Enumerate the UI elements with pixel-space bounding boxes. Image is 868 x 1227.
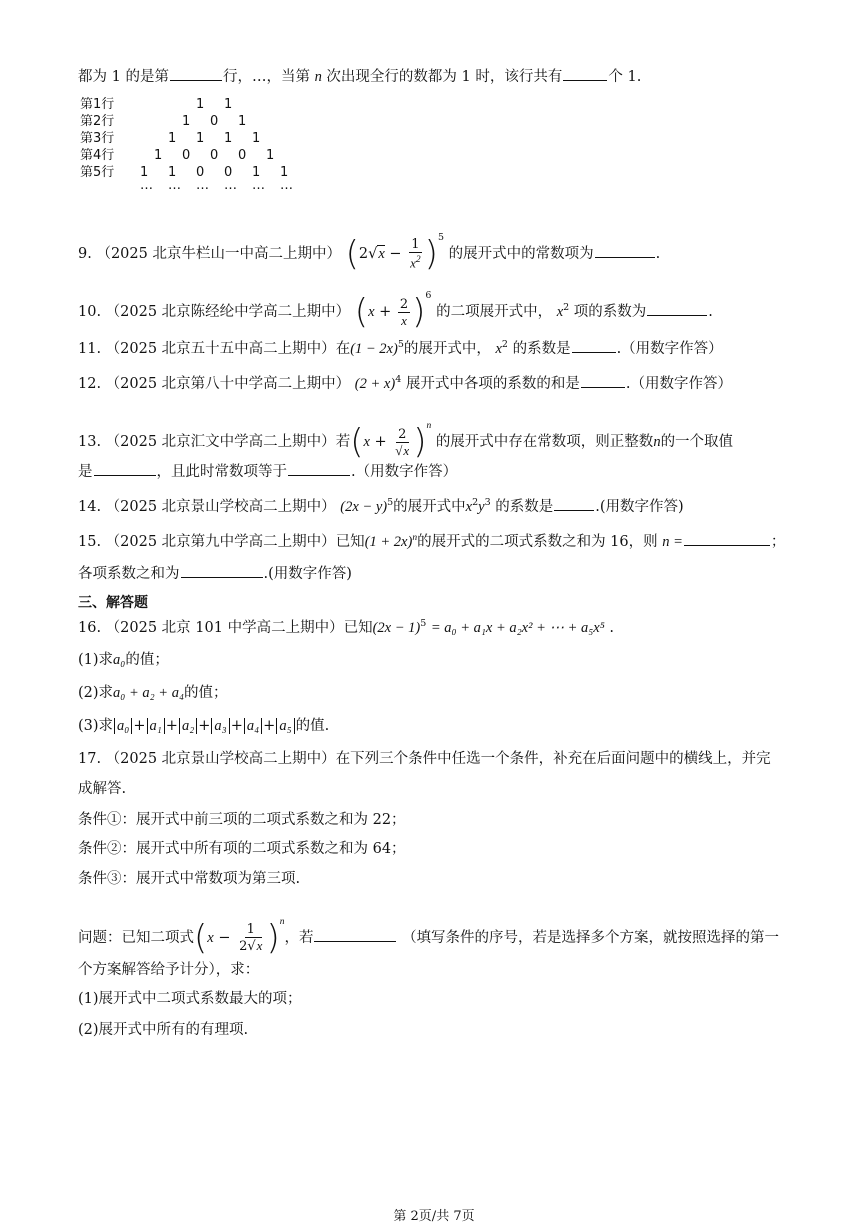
triangle-row-label: 第2行: [80, 114, 115, 129]
number-triangle: [80, 97, 300, 197]
question-source: （2025 北京牛栏山一中高二上期中）: [96, 246, 341, 262]
left-paren: (: [354, 292, 369, 332]
question-source: （2025 北京第九中学高二上期中）: [105, 533, 336, 550]
answer-blank[interactable]: [572, 338, 616, 353]
triangle-row-label: 第3行: [80, 131, 115, 146]
expression: (1 + 2x): [364, 533, 413, 550]
exponent: 5: [387, 497, 394, 508]
question-13-line2: [78, 461, 457, 482]
triangle-value: 1: [168, 165, 177, 180]
question-number: 15.: [78, 533, 102, 550]
triangle-value: 1: [252, 131, 261, 146]
left-paren: (: [345, 234, 359, 274]
numerator: 2: [399, 296, 409, 312]
question-16-part2: [78, 683, 228, 703]
question-9: 9. （2025 北京牛栏山一中高二上期中） (2√x − $\frac{1}{x^2}$ )$^5$ 的展开式中的常数项为 .: [78, 232, 661, 274]
question-text: 若: [335, 434, 351, 450]
triangle-row-label: 第4行: [80, 148, 115, 163]
plus-sign: +: [263, 718, 276, 734]
question-source: （2025 北京 101 中学高二上期中）: [105, 619, 344, 636]
question-text: 的值.: [295, 718, 330, 734]
question-source: （2025 北京景山学校高二上期中）: [105, 751, 336, 767]
section-heading: 三、解答题: [78, 595, 148, 611]
fraction: [398, 297, 410, 328]
question-17-sub2: (2)展开式中所有的有理项.: [78, 1022, 249, 1038]
triangle-value: 1: [168, 131, 177, 146]
question-12: [78, 370, 732, 394]
intro-text-2: 行，…，当第: [222, 69, 310, 85]
right-paren: ): [266, 918, 280, 958]
expression: (2 + x): [354, 375, 396, 392]
absolute-value-term: a₄: [244, 718, 262, 734]
variable-x: x: [556, 304, 564, 320]
coefficient: 2: [358, 246, 369, 262]
question-text: 的值；: [184, 685, 228, 701]
triangle-value: 0: [224, 165, 233, 180]
question-number: 12.: [78, 375, 102, 392]
page-footer: 第 2页/共 7页: [393, 1209, 475, 1224]
question-text: 的展开式中，: [403, 340, 491, 357]
abs-sum: [113, 718, 296, 734]
triangle-ellipsis: …: [168, 178, 181, 193]
question-text: 项的系数为: [573, 304, 647, 320]
denominator: $x^2$: [410, 255, 421, 271]
exponent: 5: [420, 618, 427, 629]
expression: (2x − y): [340, 498, 388, 515]
question-number: 13.: [78, 434, 102, 450]
variable-x: x: [363, 434, 370, 450]
sqrt-sign: √: [368, 246, 378, 262]
question-number: 17.: [78, 751, 102, 767]
question-number: 14.: [78, 498, 102, 515]
question-11: [78, 335, 723, 359]
numerator: 1: [411, 237, 420, 253]
plus-sign: +: [165, 718, 178, 734]
exponent: 4: [395, 374, 402, 385]
triangle-value: 1: [140, 165, 149, 180]
question-text: 已知: [343, 619, 373, 636]
question-text: 已知: [335, 533, 365, 550]
question-17-line4: 个方案解答给予计分），求：: [78, 962, 260, 978]
part-label: (3)求: [78, 718, 114, 734]
answer-blank[interactable]: [288, 461, 350, 476]
question-text: 的值；: [125, 652, 169, 668]
condition-3: 条件③：展开式中常数项为第三项.: [78, 871, 301, 887]
variable-x: x: [256, 938, 263, 953]
answer-blank[interactable]: [314, 927, 396, 942]
answer-blank[interactable]: [181, 563, 263, 578]
condition-1: 条件①：展开式中前三项的二项式系数之和为 22；: [78, 812, 406, 828]
question-source: （2025 北京景山学校高二上期中）: [105, 498, 336, 515]
answer-blank[interactable]: [94, 461, 156, 476]
triangle-ellipsis: …: [252, 178, 265, 193]
variable-x: x: [495, 340, 502, 357]
question-text: 的系数是: [495, 498, 554, 515]
question-text: （填写条件的序号，若是选择多个方案，就按照选择的第一: [402, 930, 780, 946]
triangle-ellipsis: …: [224, 178, 237, 193]
numerator: 2: [398, 426, 407, 442]
absolute-value-term: a₁: [147, 718, 165, 734]
left-paren: (: [194, 918, 208, 958]
question-note: .(用数字作答): [263, 566, 352, 582]
variable-x: x: [207, 930, 214, 946]
right-paren: ): [412, 292, 426, 332]
variable-x: x: [368, 304, 375, 320]
exponent: n: [412, 533, 418, 543]
plus-sign: +: [133, 718, 146, 734]
question-text: 的系数是: [512, 340, 571, 357]
answer-blank[interactable]: [170, 66, 222, 81]
question-number: 16.: [78, 619, 102, 636]
question-16-part3: [78, 716, 329, 736]
triangle-value: 1: [182, 114, 191, 129]
denominator: 2√x: [239, 938, 263, 954]
question-number: 9.: [78, 246, 92, 262]
triangle-value: 0: [238, 148, 247, 163]
denominator: x: [401, 312, 407, 328]
triangle-value: 1: [238, 114, 247, 129]
absolute-value-term: a₃: [211, 718, 229, 734]
question-text: 的展开式的二项式系数之和为 16，则: [417, 533, 658, 550]
plus-sign: +: [198, 718, 211, 734]
coefficient: 2: [239, 939, 248, 954]
numerator: 1: [246, 922, 255, 937]
triangle-row-label: 第5行: [80, 165, 115, 180]
question-number: 10.: [78, 304, 102, 320]
question-note: .（用数字作答）: [616, 340, 723, 357]
question-text: 在: [335, 340, 351, 357]
absolute-value-term: a₂: [179, 718, 197, 734]
minus-sign: −: [389, 246, 402, 262]
triangle-ellipsis: …: [196, 178, 209, 193]
exponent: 6: [425, 290, 432, 301]
triangle-row-label: 第1行: [80, 97, 115, 112]
fraction: [393, 427, 411, 458]
question-text: 的展开式中: [393, 498, 466, 515]
question-text: 的一个取值: [660, 434, 734, 450]
triangle-value: 1: [280, 165, 289, 180]
expression: (2x − 1): [372, 619, 421, 636]
question-note: .（用数字作答）: [351, 464, 458, 480]
question-17-sub1: (1)展开式中二项式系数最大的项；: [78, 991, 302, 1007]
exponent: 2: [501, 339, 508, 350]
question-text: ，若: [284, 930, 314, 946]
variable-x: x: [378, 246, 385, 262]
punctuation: ；: [770, 533, 786, 550]
question-text: 的展开式中的常数项为: [448, 246, 594, 262]
expression: a₀ + a₂ + a₄: [113, 685, 184, 701]
triangle-value: 1: [252, 165, 261, 180]
variable-x: x: [465, 498, 473, 515]
part-label: (2)求: [78, 685, 114, 701]
intro-text-4: 个 1.: [608, 69, 642, 85]
question-source: （2025 北京第八十中学高二上期中）: [105, 375, 351, 392]
triangle-value: 0: [182, 148, 191, 163]
question-13: [78, 416, 734, 462]
question-text: 的二项展开式中，: [436, 304, 553, 320]
intro-text-3: 次出现全行的数都为 1 时，该行共有: [326, 69, 563, 85]
denominator: √x: [395, 442, 410, 458]
triangle-value: 1: [196, 131, 205, 146]
question-17-problem: [78, 912, 780, 958]
question-17-line2: 成解答.: [78, 781, 127, 797]
question-source: （2025 北京陈经纶中学高二上期中）: [105, 304, 351, 320]
answer-blank[interactable]: [647, 301, 707, 316]
triangle-ellipsis: …: [280, 178, 293, 193]
triangle-value: 0: [210, 148, 219, 163]
exponent: 2: [415, 255, 421, 266]
question-10: 10. （2025 北京陈经纶中学高二上期中） (x + $\frac{2}{x}$ )$^6$ 的二项展开式中， $x^2$ 项的系数为 .: [78, 290, 713, 332]
expression: a₀: [113, 652, 126, 668]
question-text: ，且此时常数项等于: [156, 464, 287, 480]
question-16: 16. （2025 北京 101 中学高二上期中）已知$(2x - 1)^5 = a_0 + a_1x + a_2x^2$ + ⋯ + a₅x⁵ .: [78, 618, 615, 636]
question-source: （2025 北京汇文中学高二上期中）: [105, 434, 336, 450]
variable-n: n: [314, 69, 322, 85]
plus-sign: +: [379, 304, 392, 320]
exponent: 5: [397, 339, 404, 350]
question-text: 在下列三个条件中任选一个条件，补充在后面问题中的横线上，并完: [335, 751, 771, 767]
question-17: [78, 749, 771, 769]
answer-blank[interactable]: [581, 373, 625, 388]
question-14: [78, 493, 684, 517]
answer-blank[interactable]: [554, 496, 594, 511]
left-paren: (: [350, 422, 364, 462]
triangle-value: 1: [224, 97, 233, 112]
triangle-ellipsis: …: [140, 178, 153, 193]
question-text: 各项系数之和为: [78, 566, 180, 582]
right-paren: ): [413, 422, 427, 462]
variable-x: x: [403, 442, 410, 458]
n-equals: n =: [662, 533, 683, 550]
question-15: [78, 528, 785, 552]
intro-line: [78, 66, 641, 87]
variable-y: y: [478, 498, 485, 515]
absolute-value-term: a₀: [114, 718, 132, 734]
triangle-value: 0: [210, 114, 219, 129]
triangle-value: 1: [154, 148, 163, 163]
fraction: [237, 922, 264, 954]
minus-sign: −: [218, 930, 231, 946]
exponent: 5: [437, 232, 444, 243]
part-label: (1)求: [78, 652, 114, 668]
condition-2: 条件②：展开式中所有项的二项式系数之和为 64；: [78, 841, 406, 857]
exponent: n: [279, 917, 285, 927]
intro-text-1: 都为 1 的是第: [78, 69, 169, 85]
plus-sign: +: [230, 718, 243, 734]
question-source: （2025 北京五十五中高二上期中）: [105, 340, 336, 357]
exponent: 2: [563, 302, 570, 314]
question-note: .(用数字作答): [595, 498, 684, 515]
question-16-part1: [78, 650, 169, 670]
question-text: 问题：已知二项式: [78, 930, 194, 946]
exponent: 3: [484, 497, 491, 508]
triangle-value: 0: [196, 165, 205, 180]
expression: (1 − 2x): [350, 340, 398, 357]
answer-blank[interactable]: [684, 531, 770, 546]
plus-sign: +: [374, 434, 387, 450]
triangle-value: 1: [224, 131, 233, 146]
triangle-value: 1: [196, 97, 205, 112]
fraction: [408, 237, 423, 270]
answer-blank[interactable]: [563, 66, 607, 81]
variable-n: n: [653, 434, 661, 450]
question-text: 展开式中各项的系数的和是: [405, 375, 580, 392]
exponent: n: [426, 421, 432, 431]
exponent: 2: [472, 497, 479, 508]
question-text: 是: [78, 464, 93, 480]
question-note: .（用数字作答）: [625, 375, 732, 392]
triangle-value: 1: [266, 148, 275, 163]
answer-blank[interactable]: [595, 243, 655, 258]
expansion: = a₀ + a₁x + a₂x² + ⋯ + a₅x⁵: [430, 619, 605, 636]
question-number: 11.: [78, 340, 102, 357]
question-15-line2: [78, 563, 352, 584]
absolute-value-term: a₅: [276, 718, 294, 734]
question-text: 的展开式中存在常数项，则正整数: [435, 434, 654, 450]
right-paren: ): [424, 234, 438, 274]
